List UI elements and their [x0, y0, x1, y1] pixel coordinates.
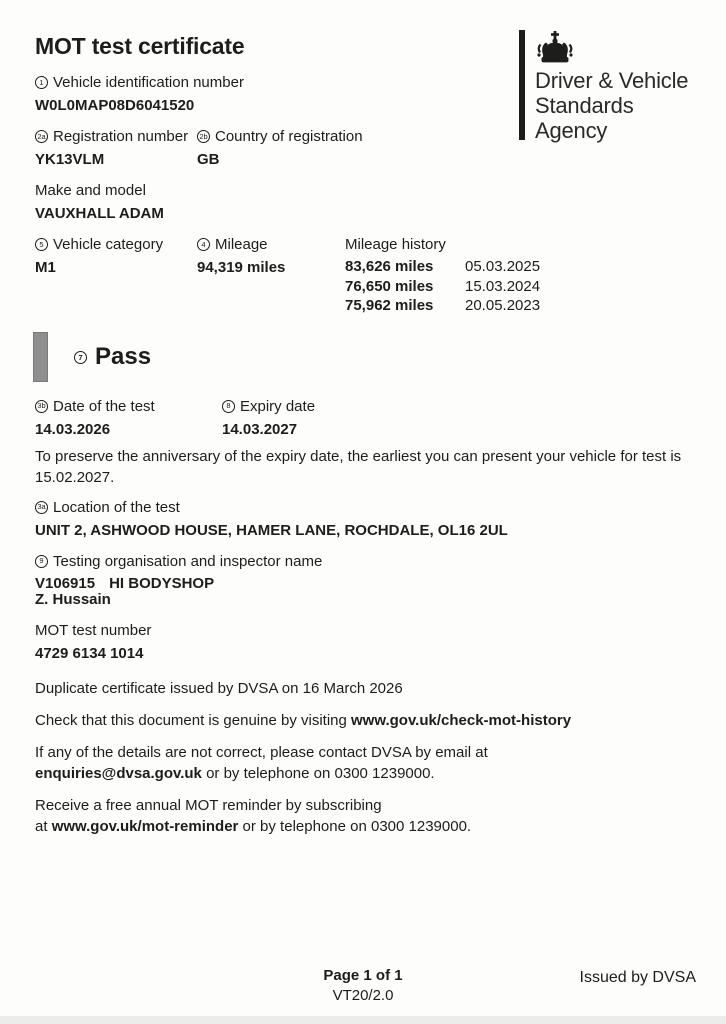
mileage-history-row	[345, 277, 540, 297]
reminder-note	[35, 795, 693, 837]
logo-text-line2: Standards	[535, 93, 634, 118]
vehicle-category-label: Vehicle category	[53, 236, 164, 253]
make-model-label: Make and model	[35, 182, 146, 199]
history-date: 05.03.2025	[465, 258, 541, 275]
duplicate-note: Duplicate certificate issued by DVSA on 16 March 2026	[35, 679, 403, 697]
mot-reminder-link: www.gov.uk/mot-reminder	[51, 817, 239, 835]
history-miles: 76,650 miles	[345, 277, 434, 295]
reminder-note-suffix: or by telephone on 0300 1239000.	[238, 817, 472, 835]
item-number-badge: 4	[197, 238, 210, 251]
logo-text-line3: Agency	[535, 118, 608, 143]
test-number-label: MOT test number	[35, 621, 152, 639]
field-mileage	[197, 236, 345, 316]
reminder-note-prefix: at	[35, 817, 52, 835]
field-organisation	[35, 553, 696, 608]
organisation-number: V106915	[35, 574, 96, 592]
contact-note	[35, 742, 693, 784]
anniversary-note: To preserve the anniversary of the expiry date, the earliest you can present your vehicle for test is 15.02.2027.	[35, 447, 682, 486]
item-number-badge: 2b	[197, 130, 210, 143]
form-number: VT20/2.0	[332, 987, 394, 1004]
field-make-model	[35, 182, 696, 222]
logo-bar	[519, 30, 525, 140]
field-test-number	[35, 622, 696, 662]
expiry-date-value: 14.03.2027	[222, 420, 298, 438]
field-location	[35, 499, 696, 539]
mileage-history-label: Mileage history	[345, 236, 446, 253]
country-label: Country of registration	[215, 128, 363, 145]
logo-text-line1: Driver & Vehicle	[535, 68, 689, 93]
item-number-badge: 3b	[35, 400, 48, 413]
history-miles: 83,626 miles	[345, 258, 434, 275]
field-test-date	[35, 398, 222, 438]
test-date-label: Date of the test	[53, 397, 155, 415]
check-mot-history-link: www.gov.uk/check-mot-history	[351, 711, 572, 729]
registration-label: Registration number	[53, 128, 189, 145]
test-result	[33, 332, 696, 382]
item-number-badge: 3a	[35, 501, 48, 514]
expiry-date-label: Expiry date	[240, 397, 316, 415]
contact-note-suffix: or by telephone on 0300 1239000.	[201, 764, 435, 782]
result-color-bar	[33, 332, 48, 382]
history-date: 20.05.2023	[465, 297, 541, 314]
royal-crest-icon	[535, 30, 575, 66]
scan-edge	[0, 1016, 726, 1024]
reminder-note-text: Receive a free annual MOT reminder by subscribing	[35, 796, 382, 814]
item-number-badge: 1	[35, 76, 48, 89]
field-country	[197, 128, 363, 168]
contact-note-text: If any of the details are not correct, please contact DVSA by email at	[35, 743, 488, 761]
page-number: Page 1 of 1	[323, 967, 403, 984]
test-number-value: 4729 6134 1014	[35, 644, 144, 662]
vin-value: W0L0MAP08D6041520	[35, 97, 195, 114]
result-value: Pass	[95, 342, 152, 370]
make-model-value: VAUXHALL ADAM	[35, 205, 164, 222]
field-mileage-history	[345, 236, 540, 316]
vin-label: Vehicle identification number	[53, 74, 244, 91]
field-registration	[35, 128, 197, 168]
vehicle-category-value: M1	[35, 259, 56, 276]
mileage-value: 94,319 miles	[197, 259, 286, 276]
item-number-badge: 2a	[35, 130, 48, 143]
organisation-name: HI BODYSHOP	[109, 574, 215, 592]
country-value: GB	[197, 151, 220, 168]
item-number-badge: 8	[222, 400, 235, 413]
field-vehicle-category	[35, 236, 197, 316]
item-number-badge: 7	[74, 351, 87, 364]
dvsa-logo	[519, 30, 688, 143]
field-expiry-date	[222, 398, 315, 438]
genuine-note-text: Check that this document is genuine by visiting	[35, 711, 352, 729]
organisation-label: Testing organisation and inspector name	[53, 552, 323, 570]
mileage-history-row	[345, 296, 540, 316]
location-label: Location of the test	[53, 498, 180, 516]
mileage-label: Mileage	[215, 236, 268, 253]
history-date: 15.03.2024	[465, 277, 541, 295]
registration-value: YK13VLM	[35, 151, 105, 168]
issued-by: Issued by DVSA	[579, 969, 696, 986]
history-miles: 75,962 miles	[345, 297, 434, 314]
location-value: UNIT 2, ASHWOOD HOUSE, HAMER LANE, ROCHDALE, OL16 2UL	[35, 521, 508, 539]
mileage-history-row	[345, 257, 540, 277]
item-number-badge: 9	[35, 555, 48, 568]
item-number-badge: 5	[35, 238, 48, 251]
dvsa-email: enquiries@dvsa.gov.uk	[35, 764, 202, 782]
genuine-note	[35, 710, 693, 731]
test-date-value: 14.03.2026	[35, 420, 111, 438]
inspector-name: Z. Hussain	[35, 590, 111, 608]
page-title: MOT test certificate	[35, 33, 245, 59]
